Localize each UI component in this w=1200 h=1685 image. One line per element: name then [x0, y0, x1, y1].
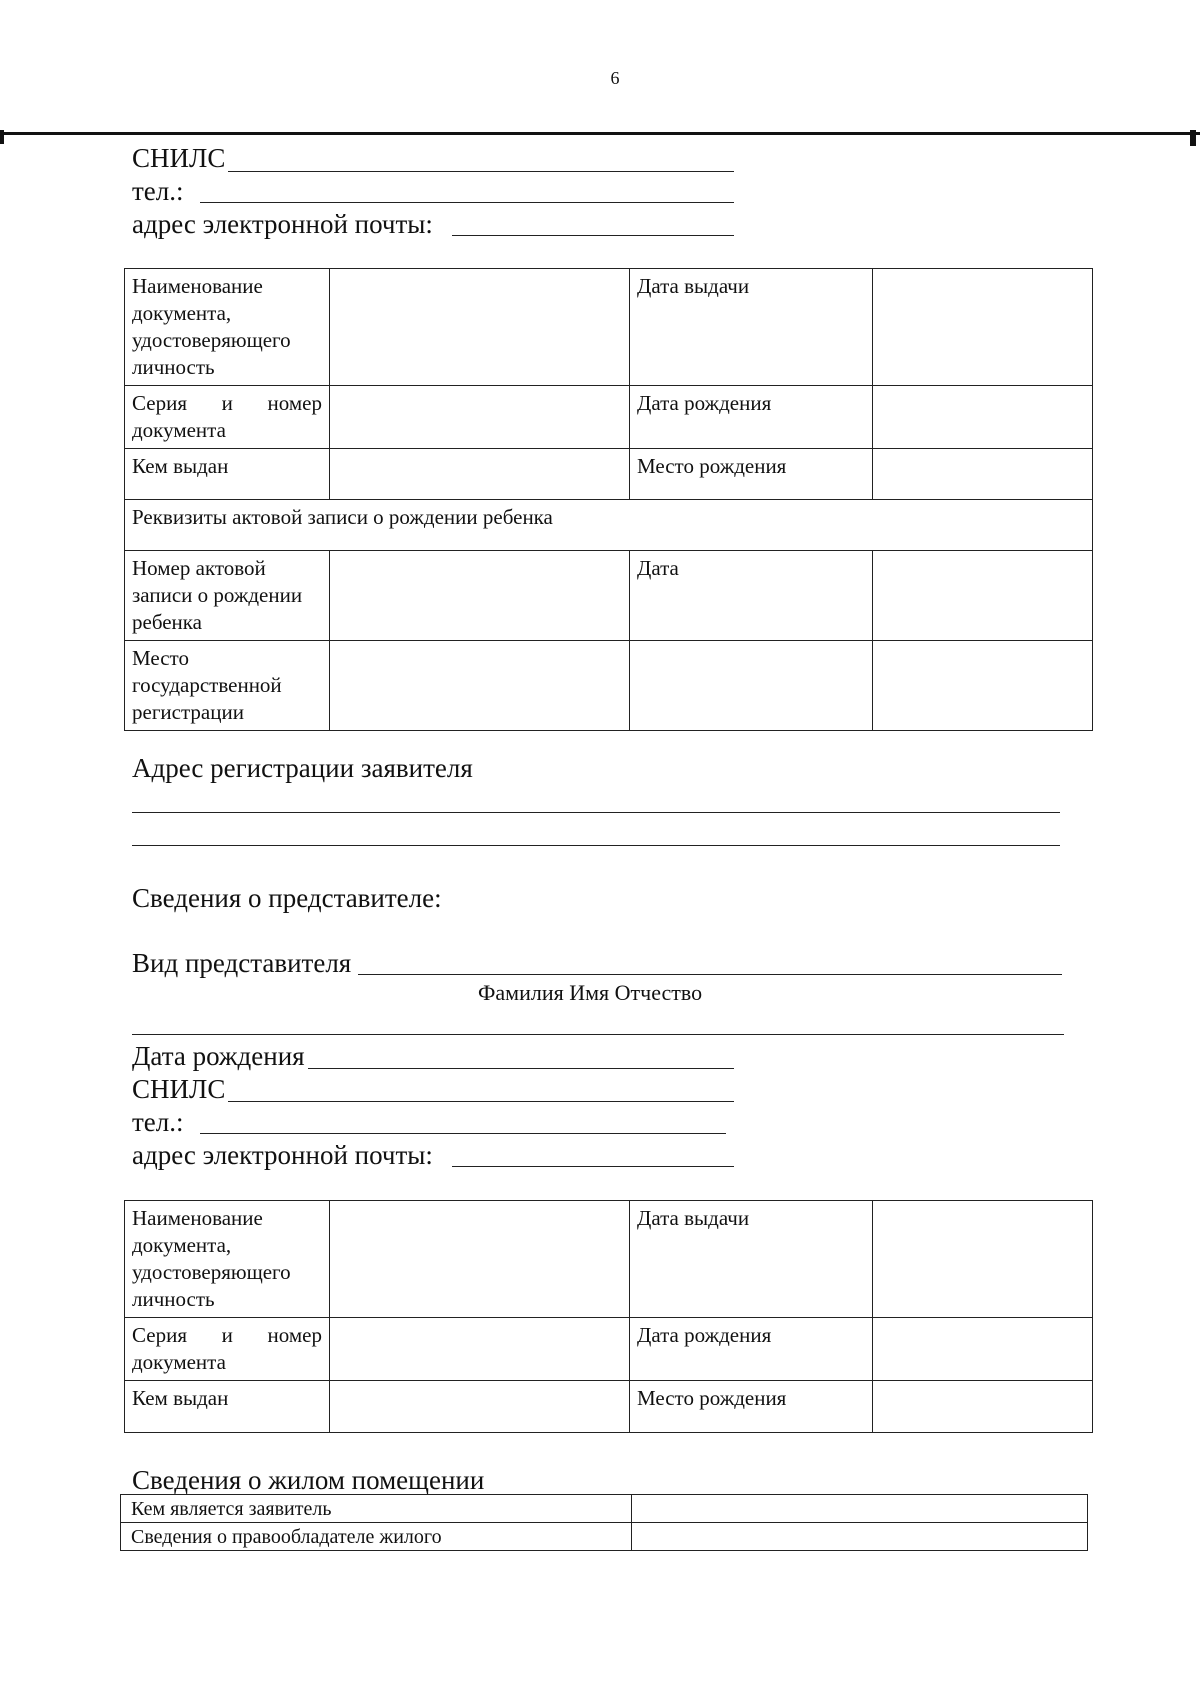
birth-record-header: Реквизиты актовой записи о рождении ребенка	[125, 500, 1093, 551]
owner-info-label: Сведения о правообладателе жилого	[121, 1523, 632, 1551]
rep-issued-by-value[interactable]	[330, 1381, 630, 1433]
rep-issue-date-value[interactable]	[873, 1201, 1093, 1318]
birth-date-value[interactable]	[873, 386, 1093, 449]
issued-by-value[interactable]	[330, 449, 630, 500]
phone-field[interactable]	[200, 202, 734, 203]
rep-snils-field[interactable]	[228, 1101, 734, 1102]
rep-issue-date-label: Дата выдачи	[630, 1201, 873, 1318]
applicant-id-table	[124, 268, 1093, 731]
record-date-label: Дата	[630, 551, 873, 641]
birth-place-value[interactable]	[873, 449, 1093, 500]
birth-date-label: Дата рождения	[630, 386, 873, 449]
owner-info-value[interactable]	[632, 1523, 1088, 1551]
registration-empty-cell[interactable]	[630, 641, 873, 731]
housing-section-title: Сведения о жилом помещении	[132, 1465, 485, 1495]
rep-doc-name-label: Наименование документа, удостоверяющего личность	[125, 1201, 330, 1318]
representative-type-label: Вид представителя	[132, 948, 352, 978]
rep-birth-date-cell-label: Дата рождения	[630, 1318, 873, 1381]
doc-name-label: Наименование документа, удостоверяющего личность	[125, 269, 330, 386]
rep-issued-by-label: Кем выдан	[125, 1381, 330, 1433]
issue-date-value[interactable]	[873, 269, 1093, 386]
rep-email-label: адрес электронной почты:	[132, 1140, 433, 1170]
issued-by-label: Кем выдан	[125, 449, 330, 500]
representative-section-title: Сведения о представителе:	[132, 883, 442, 913]
fio-caption: Фамилия Имя Отчество	[478, 980, 703, 1005]
registration-address-line-2[interactable]	[132, 845, 1060, 846]
page-number: 6	[610, 68, 620, 88]
email-label: адрес электронной почты:	[132, 209, 433, 239]
rep-birth-place-label: Место рождения	[630, 1381, 873, 1433]
registration-empty-cell-2[interactable]	[873, 641, 1093, 731]
rep-phone-label: тел.:	[132, 1107, 184, 1137]
phone-label: тел.:	[132, 176, 184, 206]
rep-phone-field[interactable]	[200, 1133, 726, 1134]
rep-snils-label: СНИЛС	[132, 1074, 226, 1104]
issue-date-label: Дата выдачи	[630, 269, 873, 386]
representative-type-field[interactable]	[358, 974, 1062, 975]
rep-birth-date-value[interactable]	[873, 1318, 1093, 1381]
registration-place-value[interactable]	[330, 641, 630, 731]
registration-place-label: Место государственной регистрации	[125, 641, 330, 731]
rep-birth-date-label: Дата рождения	[132, 1041, 305, 1071]
email-field[interactable]	[452, 235, 734, 236]
rule-mark-right	[1190, 130, 1196, 146]
birth-place-label: Место рождения	[630, 449, 873, 500]
applicant-role-value[interactable]	[632, 1495, 1088, 1523]
series-number-value[interactable]	[330, 386, 630, 449]
series-number-label: Серия и номер документа	[125, 386, 330, 449]
snils-label: СНИЛС	[132, 143, 226, 173]
rep-doc-name-value[interactable]	[330, 1201, 630, 1318]
representative-fio-field[interactable]	[132, 1034, 1064, 1035]
registration-address-label: Адрес регистрации заявителя	[132, 753, 473, 783]
doc-name-value[interactable]	[330, 269, 630, 386]
registration-address-line-1[interactable]	[132, 812, 1060, 813]
rep-series-number-value[interactable]	[330, 1318, 630, 1381]
rep-series-number-label: Серия и номер документа	[125, 1318, 330, 1381]
rep-birth-place-value[interactable]	[873, 1381, 1093, 1433]
representative-id-table	[124, 1200, 1093, 1433]
header-rule	[0, 132, 1200, 135]
rep-email-field[interactable]	[452, 1166, 734, 1167]
applicant-role-label: Кем является заявитель	[121, 1495, 632, 1523]
rep-birth-date-field[interactable]	[308, 1068, 734, 1069]
record-date-value[interactable]	[873, 551, 1093, 641]
rule-mark-left	[0, 130, 4, 144]
record-number-value[interactable]	[330, 551, 630, 641]
snils-field[interactable]	[228, 171, 734, 172]
housing-table	[120, 1494, 1088, 1551]
record-number-label: Номер актовой записи о рождении ребенка	[125, 551, 330, 641]
